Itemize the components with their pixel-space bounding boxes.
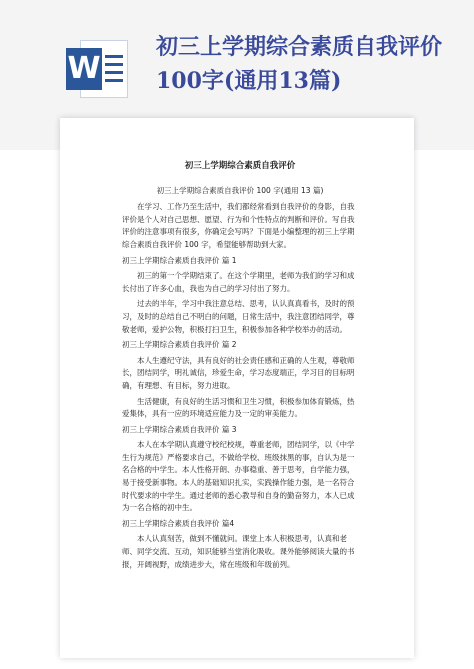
word-logo-badge: W: [66, 48, 102, 90]
word-document-icon: [66, 40, 130, 98]
section-paragraph: 初三的第一个学期结束了。在这个学期里，老师为我们的学习和成长付出了许多心血，我也为自己的学习付出了努力。: [122, 271, 355, 293]
section-paragraph: 生活健康，有良好的生活习惯和卫生习惯，积极参加体育锻炼，热爱集体，具有一应的环境适应能力及一定的审美能力。: [122, 396, 355, 419]
paper-subtitle: 初三上学期综合素质自我评价 100 字(通用 13 篇): [156, 185, 324, 195]
paper-title: 初三上学期综合素质自我评价: [184, 161, 296, 171]
section-paragraph: 本人生遵纪守法，具有良好的社会责任感和正确的人生观，尊敬师长，团结同学，明礼诚信，珍爱生命，学习态度端正，学习目的目标明确，有理想、有目标，努力进取。: [122, 355, 355, 390]
section-heading: 初三上学期综合素质自我评价 篇 1: [122, 255, 237, 265]
document-title-heading: 初三上学期综合素质自我评价100字(通用13篇): [156, 34, 443, 94]
section-paragraph: 本人在本学期认真遵守校纪校规，尊重老师，团结同学，以《中学生行为规范》严格要求自己，不做给学校、班级抹黑的事，自认为是一名合格的中学生。本人性格开朗、办事稳重、善于思考，自学能力强，易于接受新事物。本人的基础知识扎实，实践操作能力强，是一名符合时代要求的中学生。通过老师的悉心教导和自身的勤奋努力，本人已成为一名合格的初中生。: [122, 440, 355, 513]
document-body: [122, 160, 358, 574]
section-paragraph: 过去的半年，学习中我注意总结、思考，认认真真看书，及时的预习，及时的总结自己不明白的问题，日常生活中，我注意团结同学，尊敬老师，爱护公物，积极打扫卫生，积极参加各种学校举办的活动。: [122, 299, 355, 334]
section-heading: 初三上学期综合素质自我评价 篇 3: [122, 424, 237, 434]
document-page-preview: [60, 118, 414, 658]
intro-paragraph: 在学习、工作乃至生活中，我们都经常看到自我评价的身影，自我评价是个人对自己思想、愿望、行为和个性特点的判断和评价。写自我评价的注意事项有很多，你确定会写吗？下面是小编整理的初三上学期综合素质自我评价 100 字，希望能够帮助到大家。: [122, 202, 355, 249]
section-heading: 初三上学期综合素质自我评价 篇4: [122, 518, 235, 528]
section-paragraph: 本人认真刻苦，做到不懂就问。课堂上本人积极思考，认真和老师、同学交流、互动，知识能够当堂消化吸收。课外能够阅读大量的书报，开阔视野，成绩进步大，常在班级和年级前列。: [122, 534, 355, 569]
section-heading: 初三上学期综合素质自我评价 篇 2: [122, 340, 237, 350]
